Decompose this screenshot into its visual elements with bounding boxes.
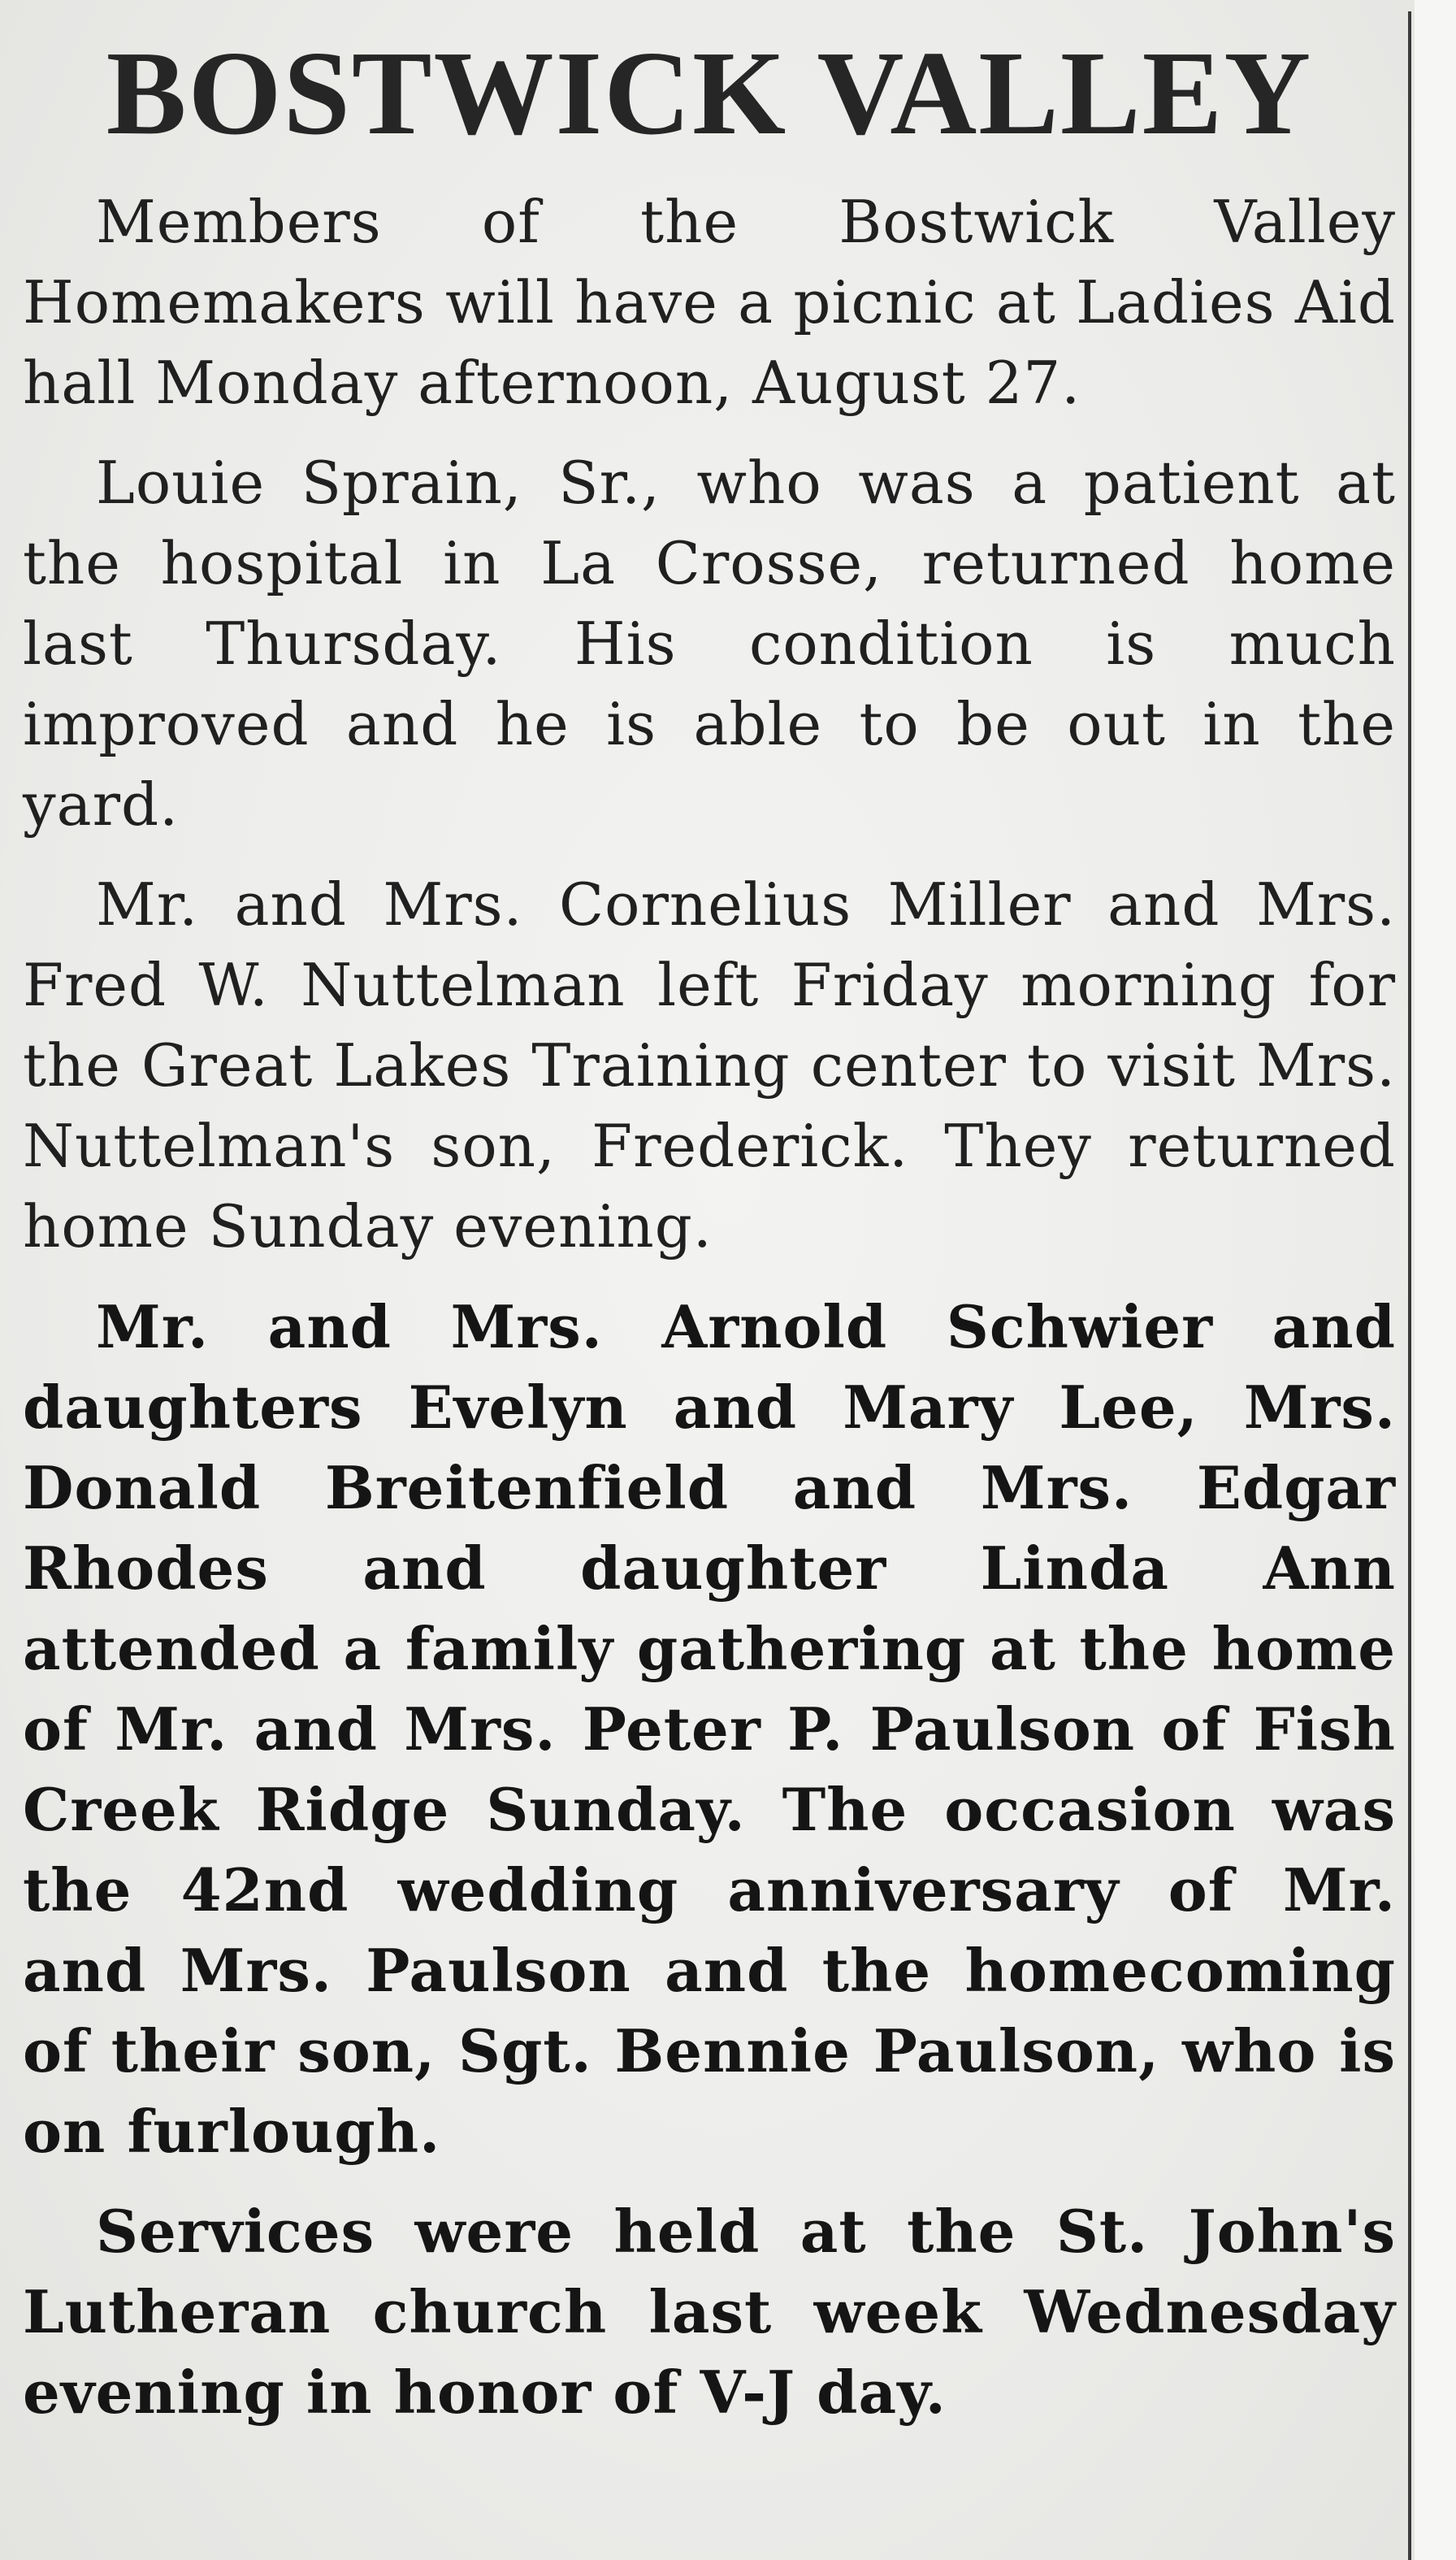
news-item-miller-nuttelman: Mr. and Mrs. Cornelius Miller and Mrs. Fred W. Nuttelman left Friday morning for the Great Lakes Training center to visit Mrs. Nuttelman's son, Frederick. They returned home Sunday evening. <box>23 870 1396 1260</box>
news-item-vj-day-services: Services were held at the St. John's Lutheran church last week Wednesday evening in honor of V-J day. <box>23 2197 1396 2427</box>
article-column <box>23 27 1396 2452</box>
right-margin <box>1415 0 1456 2560</box>
article-headline: BOSTWICK VALLEY <box>106 27 1313 160</box>
news-item-schwier-paulson: Mr. and Mrs. Arnold Schwier and daughters Evelyn and Mary Lee, Mrs. Donald Breitenfield and Mrs. Edgar Rhodes and daughter Linda Ann attended a family gathering at the home of Mr. and Mrs. Peter P. Paulson of Fish Creek Ridge Sunday. The occasion was the 42nd wedding anniversary of Mr. and Mrs. Paulson and the homecoming of their son, Sgt. Bennie Paulson, who is on furlough. <box>23 1292 1396 2166</box>
column-rule <box>1408 11 1411 2560</box>
news-item-louie-sprain: Louie Sprain, Sr., who was a patient at the hospital in La Crosse, returned home last Thursday. His condition is much improved and he is able to be out in the yard. <box>23 449 1396 839</box>
news-item-homemakers-picnic: Members of the Bostwick Valley Homemakers will have a picnic at Ladies Aid hall Monday afternoon, August 27. <box>23 188 1396 417</box>
